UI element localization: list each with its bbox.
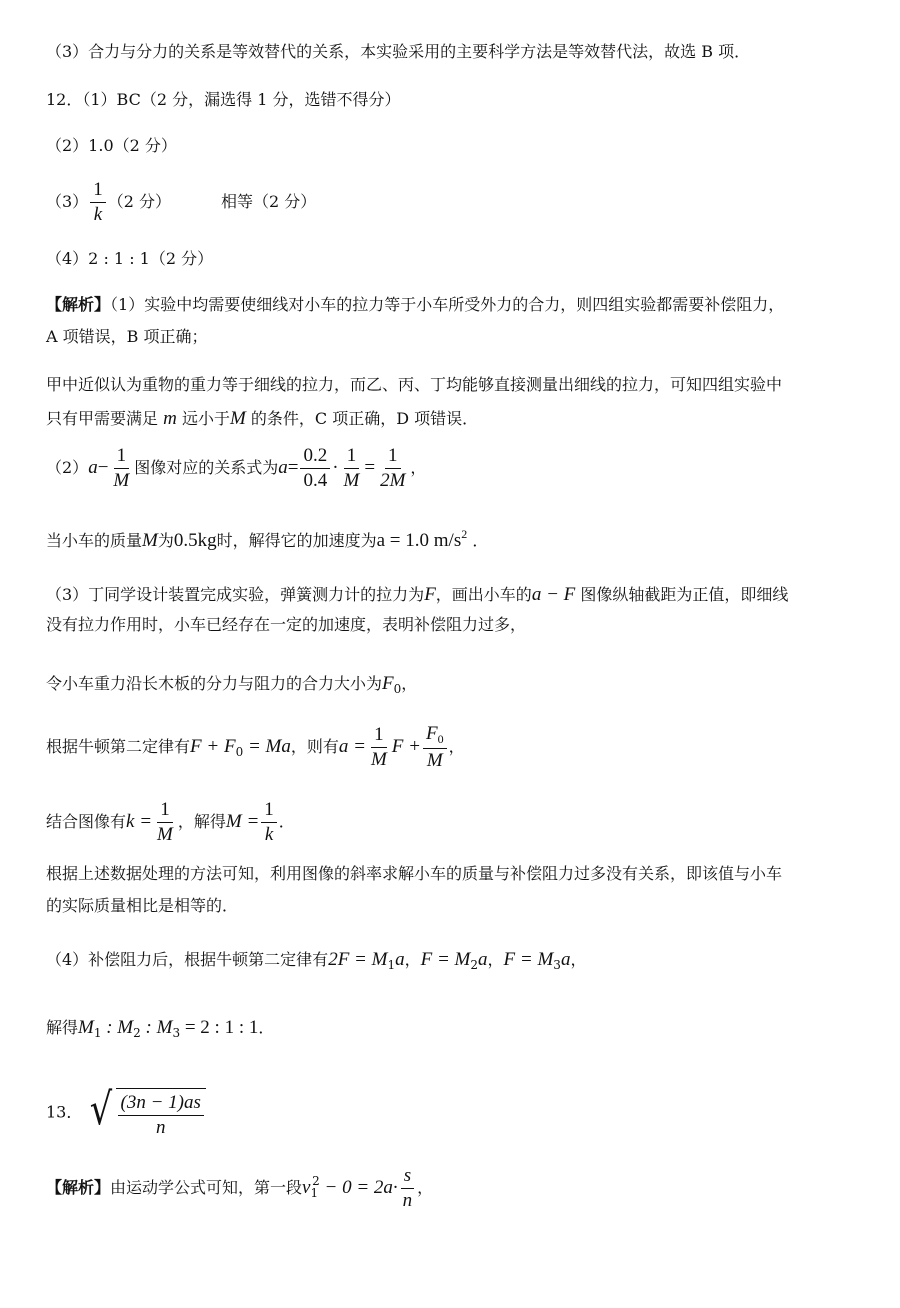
var-F: F [382, 673, 394, 694]
equals-sign: = [364, 456, 376, 478]
analysis-part3-line-6 [46, 866, 782, 882]
var-m: m [163, 408, 177, 429]
expr-a-F: a − F [531, 584, 576, 605]
p2b-a: 当小车的质量 [46, 531, 143, 550]
p3-l6: 根据上述数据处理的方法可知，利用图像的斜率求解小车的质量与补偿阻力过多没有关系，即该值与小车 [46, 864, 783, 883]
analysis-part4 [46, 950, 586, 971]
analysis-part3-line-1 [46, 585, 788, 604]
frac-den: M [113, 469, 130, 491]
frac-num [423, 724, 447, 749]
eq-2a: − 0 = 2a· [319, 1176, 398, 1198]
frac-den: M [426, 749, 443, 771]
comma: ， [404, 950, 421, 969]
sup-2: 2 [312, 1173, 320, 1188]
var-M: M [142, 530, 158, 551]
ratio-result: = 2 : 1 : 1 [180, 1017, 259, 1038]
p3-l1a: （3）丁同学设计装置完成实验，弹簧测力计的拉力为 [46, 585, 425, 604]
q12-answer-4 [46, 251, 213, 267]
analysis-label: 【解析】 [46, 1177, 111, 1197]
l4b: 远小于 [181, 409, 230, 428]
p3-l3end: ， [401, 674, 418, 693]
p2b-c: 时，解得它的加速度为 [216, 531, 377, 550]
p2-prefix: （2） [46, 457, 89, 477]
sub-0: 0 [235, 744, 244, 759]
fraction-F0-over-M [423, 724, 447, 771]
frac-den: k [264, 823, 274, 845]
frac-den: n [402, 1189, 413, 1211]
equals-sign: = [287, 456, 299, 478]
var-v: v [302, 1176, 311, 1198]
ratio-M3: : M [140, 1017, 173, 1038]
frac-num: 1 [371, 725, 387, 748]
analysis-l1: （1）实验中均需要使细线对小车的拉力等于小车所受外力的合力，则四组实验都需要补偿阻力， [110, 295, 785, 314]
q13-number: 13． [46, 1102, 83, 1122]
sub-3: 3 [553, 958, 561, 972]
analysis-part2-result [46, 528, 488, 550]
frac-den: M [370, 748, 387, 770]
comma: ， [487, 950, 504, 969]
sub-1: 1 [93, 1026, 102, 1040]
eq-Ma: = Ma [243, 735, 291, 757]
frac-den: 0.4 [303, 469, 328, 491]
p2-end: ， [410, 457, 427, 477]
sub-2: 2 [133, 1026, 141, 1040]
p4b-end: ． [258, 1018, 275, 1037]
q12-a2-text: （2）1.0（2 分） [46, 136, 177, 155]
eq-M: M = [225, 810, 260, 832]
p3-l4b: ，则有 [290, 736, 339, 756]
q12-a4-text: （4）2 : 1 : 1（2 分） [46, 249, 214, 268]
ratio-M2: : M [101, 1017, 134, 1038]
frac-den: M [343, 469, 360, 491]
acceleration-value [376, 527, 468, 551]
var-a: a [478, 949, 488, 970]
frac-num: 1 [90, 180, 106, 203]
eq-F-plus: F + [391, 735, 421, 757]
p3-l5a: 结合图像有 [46, 811, 127, 831]
q13-end: ， [417, 1177, 434, 1197]
p4-a: （4）补偿阻力后，根据牛顿第二定律有 [46, 950, 329, 969]
l4a: 只有甲需要满足 [46, 409, 159, 428]
q13-analysis [46, 1166, 433, 1211]
l4c: 的条件，C 项正确，D 项错误． [250, 409, 479, 428]
fraction-s-over-n [400, 1166, 416, 1211]
p4-end: ， [570, 950, 587, 969]
p4b-a: 解得 [46, 1018, 79, 1037]
p3-l1c: 图像纵轴截距为正值，即细线 [580, 585, 789, 604]
sub-0: 0 [437, 732, 444, 746]
analysis-line-4 [46, 409, 478, 428]
radical-sign: √ [90, 1084, 113, 1135]
frac-den: n [155, 1116, 166, 1138]
analysis-l2: A 项错误，B 项正确； [46, 327, 208, 346]
frac-num: (3n − 1)as [118, 1093, 204, 1116]
analysis-part3-line-7 [46, 898, 238, 914]
p3-l5end: ． [278, 811, 295, 831]
analysis-part3-newton [46, 724, 465, 771]
analysis-part4-result [46, 1018, 274, 1039]
frac-num: 1 [385, 446, 401, 469]
p3-l3: 令小车重力沿长木板的分力与阻力的合力大小为 [46, 674, 383, 693]
q12-answer-1 [46, 92, 400, 108]
fraction-1-over-M [341, 446, 363, 491]
analysis-part3-line-3 [46, 674, 417, 695]
q12-a1-text: 12．（1）BC（2 分，漏选得 1 分，选错不得分） [46, 90, 401, 109]
frac-num: 1 [114, 446, 130, 469]
square-root-expression [87, 1084, 205, 1138]
sub-0: 0 [393, 682, 402, 696]
q13-text: 由运动学公式可知，第一段 [110, 1177, 303, 1197]
sub-3: 3 [172, 1026, 181, 1040]
p2b-end: ． [472, 531, 489, 550]
eq-a-equals: a = [338, 735, 366, 757]
q13-answer [46, 1084, 206, 1138]
fraction-radicand [118, 1093, 204, 1138]
frac-num: s [401, 1166, 414, 1189]
var-a: a [395, 949, 405, 970]
fraction-0.2-over-0.4 [300, 446, 330, 491]
var-F: F [424, 584, 436, 605]
sub-1: 1 [387, 958, 396, 972]
frac-num: 1 [157, 800, 173, 823]
analysis-line-2 [46, 329, 208, 345]
var-a: a [560, 949, 571, 970]
analysis-label: 【解析】 [46, 295, 111, 314]
eq-2F: 2F = M [328, 949, 388, 970]
fraction-1-over-k [90, 180, 106, 225]
frac-den: M [157, 823, 173, 845]
q12-a3-prefix: （3） [46, 191, 89, 211]
q12-a3-second: 相等（2 分） [220, 191, 317, 211]
p2-text: 图像对应的关系式为 [134, 457, 279, 477]
analysis-line-3 [46, 377, 782, 393]
paragraph-part3 [46, 44, 750, 60]
sub-1: 1 [310, 1185, 319, 1200]
fraction-1-over-M [154, 800, 176, 845]
analysis-line-1 [46, 297, 784, 313]
eq-F-M3: F = M [503, 949, 554, 970]
p3-l5b: ，解得 [177, 811, 226, 831]
frac-num: 1 [261, 800, 277, 823]
frac-num: 1 [344, 446, 360, 469]
acc-sup: 2 [461, 527, 468, 541]
fraction-1-over-M [368, 725, 390, 770]
mass-value: 0.5kg [173, 530, 217, 551]
fraction-1-over-k [261, 800, 277, 845]
sub-2: 2 [470, 958, 479, 972]
q12-answer-3 [46, 180, 316, 225]
text-part3: （3）合力与分力的关系是等效替代的关系，本实验采用的主要科学方法是等效替代法，故选 B 项． [46, 42, 751, 61]
p3-l4end: ， [448, 736, 465, 756]
minus-sign: − [97, 456, 109, 478]
var-M: M [229, 408, 246, 429]
q12-answer-2 [46, 138, 177, 154]
p3-l1b: ，画出小车的 [435, 585, 532, 604]
var-a: a [278, 456, 288, 478]
analysis-part2-formula [46, 446, 426, 491]
p3-l2: 没有拉力作用时，小车已经存在一定的加速度，表明补偿阻力过多， [46, 615, 527, 634]
acc-text: a = 1.0 m/s [376, 530, 462, 551]
var-a: a [88, 456, 98, 478]
dot-sign: · [332, 456, 339, 478]
frac-den: 2M [380, 469, 406, 491]
q12-a3-score: （2 分） [107, 191, 171, 211]
var-M: M [78, 1017, 94, 1038]
fraction-1-over-2M [377, 446, 408, 491]
eq-F-plus-F0: F + F [190, 735, 236, 757]
p3-l4a: 根据牛顿第二定律有 [46, 736, 191, 756]
radicand [116, 1088, 206, 1138]
analysis-l3: 甲中近似认为重物的重力等于细线的拉力，而乙、丙、丁均能够直接测量出细线的拉力，可知四组实验中 [46, 375, 783, 394]
var-F: F [425, 723, 438, 744]
fraction-1-over-M [110, 446, 132, 491]
eq-F-M2: F = M [420, 949, 471, 970]
p2b-b: 为 [157, 531, 174, 550]
eq-k: k = [126, 810, 153, 832]
analysis-part3-line-2 [46, 617, 526, 633]
p3-l7: 的实际质量相比是相等的． [46, 896, 239, 915]
analysis-part3-k [46, 800, 295, 845]
frac-den: k [93, 203, 103, 225]
frac-num: 0.2 [300, 446, 330, 469]
